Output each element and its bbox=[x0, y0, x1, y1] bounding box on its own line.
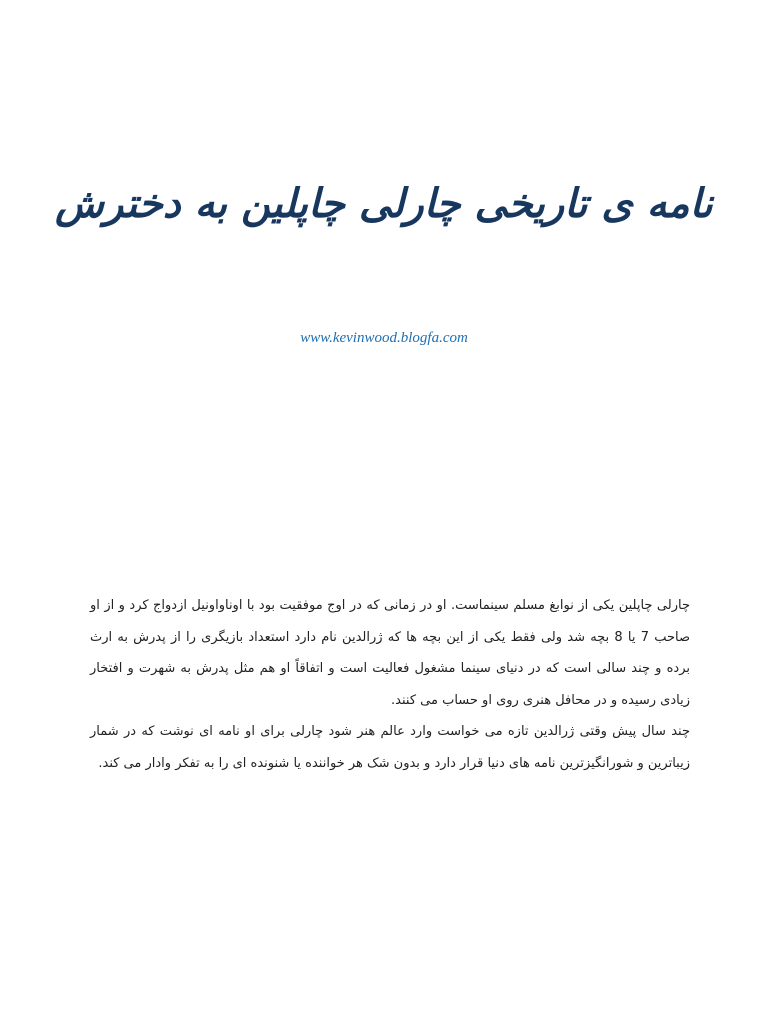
blog-link[interactable]: www.kevinwood.blogfa.com bbox=[300, 330, 468, 346]
body-text bbox=[90, 590, 690, 779]
paragraph-2: چند سال پیش وقتی ژرالدین تازه می خواست وارد عالم هنر شود چارلی برای او نامه ای نوشت که در شمار زیباترین و شورانگیزترین نامه های دنیا قرار دارد و بدون شک هر خواننده یا شنونده ای را به تفکر وادار می کند. bbox=[90, 724, 690, 771]
paragraph-1: چارلی چاپلین یکی از نوابغ مسلم سینماست. او در زمانی که در اوج موفقیت بود با اوناواونیل ازدواج کرد و از او صاحب 7 یا 8 بچه شد ولی فقط یکی از این بچه ها که ژرالدین نام دارد استعداد بازیگری را از پدرش به ارث برده و چند سالی است که در دنیای سینما مشغول فعالیت است و اتفاقاً او هم مثل پدرش به شهرت و افتخار زیادی رسیده و در محافل هنری روی او حساب می کنند. bbox=[90, 598, 691, 708]
document-title: نامه ی تاریخی چارلی چاپلین به دخترش bbox=[55, 180, 713, 227]
